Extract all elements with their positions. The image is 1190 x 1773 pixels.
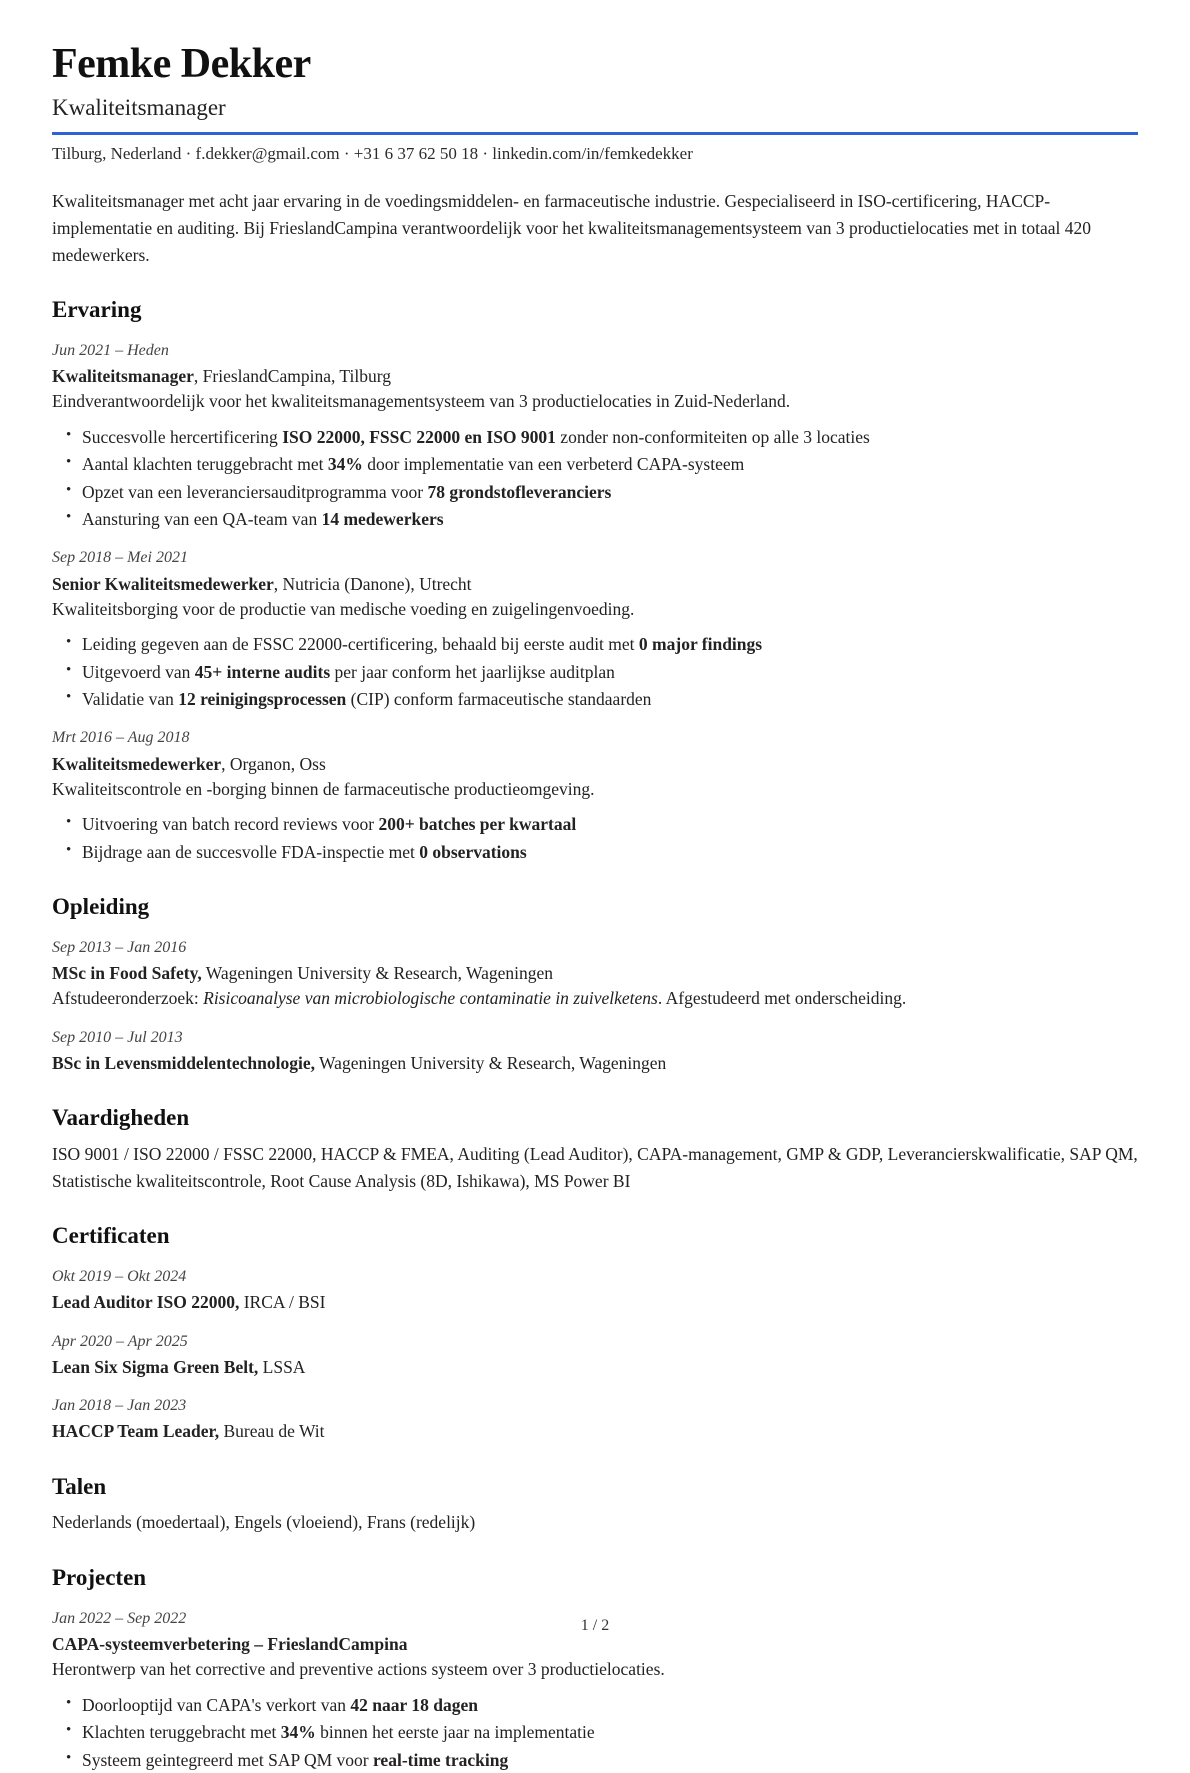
accent-divider xyxy=(52,132,1138,135)
job-description: Eindverantwoordelijk voor het kwaliteitsmanagementsysteem van 3 productielocaties in Zuid-Nederland. xyxy=(52,391,791,412)
person-job-title: Kwaliteitsmanager xyxy=(52,95,226,121)
certificate-entry xyxy=(52,1265,1138,1316)
job-title-line: Kwaliteitsmanager, FrieslandCampina, Tilburg xyxy=(52,366,391,387)
project-title-line: CAPA-systeemverbetering – FrieslandCampina xyxy=(52,1634,408,1655)
job-bullet: • Opzet van een leveranciersauditprogramma voor 78 grondstofleveranciers xyxy=(82,480,1138,505)
project-bullet: • Systeem geintegreerd met SAP QM voor real-time tracking xyxy=(82,1748,1138,1773)
job-bullet: • Uitvoering van batch record reviews voor 200+ batches per kwartaal xyxy=(82,812,1138,837)
section-heading-projects: Projecten xyxy=(52,1565,147,1591)
languages-text: Nederlands (moedertaal), Engels (vloeiend), Frans (redelijk) xyxy=(52,1512,476,1533)
job-bullet-list xyxy=(52,632,1138,712)
certificate-dates: Okt 2019 – Okt 2024 xyxy=(52,1268,187,1286)
job-bullet: • Leiding gegeven aan de FSSC 22000-certificering, behaald bij eerste audit met 0 major findings xyxy=(82,632,1138,657)
education-entry xyxy=(52,936,1138,1012)
job-bullet: • Aantal klachten teruggebracht met 34% door implementatie van een verbeterd CAPA-systeem xyxy=(82,452,1138,477)
section-heading-certificates: Certificaten xyxy=(52,1223,170,1249)
project-bullet-list xyxy=(52,1693,1138,1773)
job-title-line: Kwaliteitsmedewerker, Organon, Oss xyxy=(52,753,326,774)
section-heading-skills: Vaardigheden xyxy=(52,1105,190,1131)
job-dates: Jun 2021 – Heden xyxy=(52,341,169,359)
education-entry xyxy=(52,1026,1138,1077)
project-description: Herontwerp van het corrective and preventive actions systeem over 3 productielocaties. xyxy=(52,1659,665,1680)
summary-paragraph: Kwaliteitsmanager met acht jaar ervaring in de voedingsmiddelen- en farmaceutische industrie. Gespecialiseerd in ISO-certificering, HACCP-implementatie en auditing. Bij FrieslandCampina verantwoordelijk voor het kwaliteitsmanagementsysteem van 3 productielocaties met in totaal 420 medewerkers. xyxy=(52,191,1092,265)
job-bullet-list xyxy=(52,425,1138,533)
education-dates: Sep 2013 – Jan 2016 xyxy=(52,938,187,956)
job-bullet: • Aansturing van een QA-team van 14 medewerkers xyxy=(82,507,1138,532)
project-bullet: • Doorlooptijd van CAPA's verkort van 42 naar 18 dagen xyxy=(82,1693,1138,1718)
experience-entry xyxy=(52,339,1138,532)
education-dates: Sep 2010 – Jul 2013 xyxy=(52,1028,183,1046)
skills-text: ISO 9001 / ISO 22000 / FSSC 22000, HACCP & FMEA, Auditing (Lead Auditor), CAPA-management, GMP & GDP, Leverancierskwalificatie, SAP QM, Statistische kwaliteitscontrole, Root Cause Analysis (8D, Ishikawa), MS Power BI xyxy=(52,1144,1138,1191)
education-title-line: MSc in Food Safety, Wageningen University & Research, Wageningen xyxy=(52,963,554,984)
job-bullet: • Bijdrage aan de succesvolle FDA-inspectie met 0 observations xyxy=(82,840,1138,865)
education-note: Afstudeeronderzoek: Risicoanalyse van microbiologische contaminatie in zuivelketens. Afgestudeerd met onderscheiding. xyxy=(52,988,907,1009)
project-bullet: • Klachten teruggebracht met 34% binnen het eerste jaar na implementatie xyxy=(82,1720,1138,1745)
experience-entry xyxy=(52,546,1138,712)
section-heading-experience: Ervaring xyxy=(52,297,142,323)
certificate-dates: Apr 2020 – Apr 2025 xyxy=(52,1332,188,1350)
job-bullet: • Validatie van 12 reinigingsprocessen (CIP) conform farmaceutische standaarden xyxy=(82,687,1138,712)
job-bullet: • Uitgevoerd van 45+ interne audits per jaar conform het jaarlijkse auditplan xyxy=(82,660,1138,685)
section-heading-education: Opleiding xyxy=(52,894,150,920)
certificate-title-line: HACCP Team Leader, Bureau de Wit xyxy=(52,1421,325,1442)
certificate-entry xyxy=(52,1394,1138,1445)
person-name: Femke Dekker xyxy=(52,41,311,87)
education-title-line: BSc in Levensmiddelentechnologie, Wageningen University & Research, Wageningen xyxy=(52,1052,667,1073)
job-description: Kwaliteitsborging voor de productie van medische voeding en zuigelingenvoeding. xyxy=(52,598,635,619)
job-dates: Mrt 2016 – Aug 2018 xyxy=(52,729,190,747)
project-dates: Jan 2022 – Sep 2022 xyxy=(52,1609,187,1627)
certificate-entry xyxy=(52,1330,1138,1381)
job-title-line: Senior Kwaliteitsmedewerker, Nutricia (Danone), Utrecht xyxy=(52,573,472,594)
job-description: Kwaliteitscontrole en -borging binnen de farmaceutische productieomgeving. xyxy=(52,778,595,799)
job-bullet: • Succesvolle hercertificering ISO 22000, FSSC 22000 en ISO 9001 zonder non-conformiteiten op alle 3 locaties xyxy=(82,425,1138,450)
job-dates: Sep 2018 – Mei 2021 xyxy=(52,549,188,567)
page-number: 1 / 2 xyxy=(580,1617,610,1634)
section-heading-languages: Talen xyxy=(52,1473,107,1499)
certificate-title-line: Lean Six Sigma Green Belt, LSSA xyxy=(52,1356,306,1377)
job-bullet-list xyxy=(52,812,1138,865)
experience-entry xyxy=(52,726,1138,865)
certificate-dates: Jan 2018 – Jan 2023 xyxy=(52,1397,187,1415)
contact-line: Tilburg, Nederland · f.dekker@gmail.com · +31 6 37 62 50 18 · linkedin.com/in/femkedekker xyxy=(52,143,693,163)
certificate-title-line: Lead Auditor ISO 22000, IRCA / BSI xyxy=(52,1292,326,1313)
